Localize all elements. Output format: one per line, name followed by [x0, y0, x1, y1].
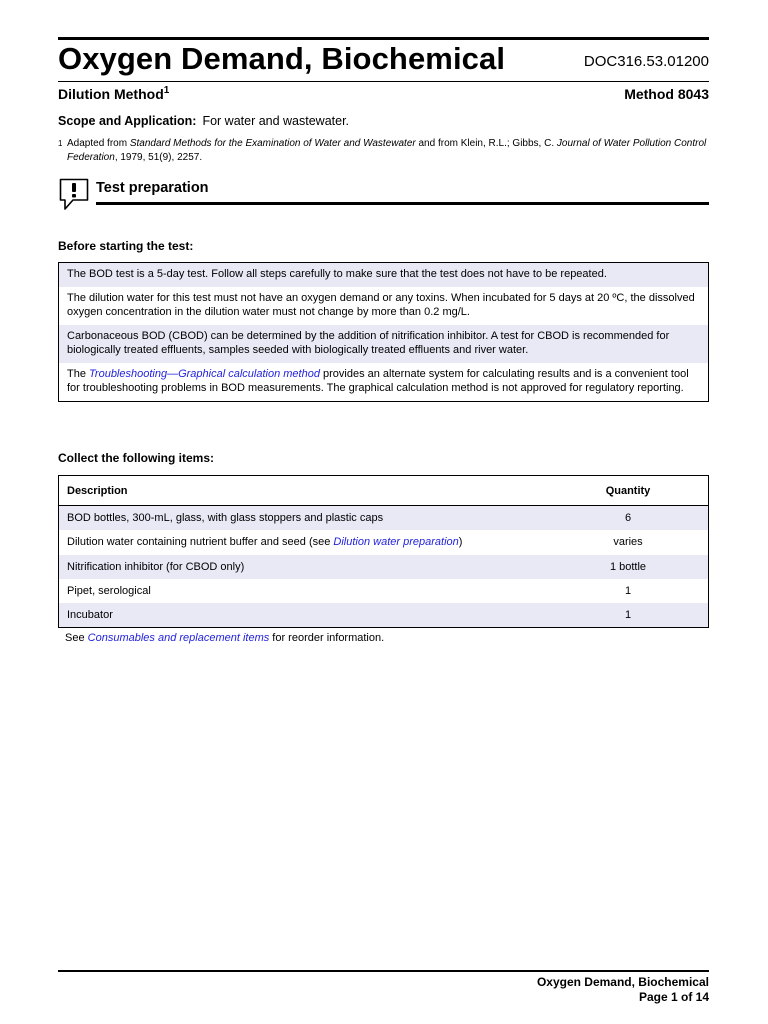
footnote-journal: Journal of Water Pollution Control Federation: [67, 138, 707, 163]
subtitle-text: Dilution Method: [58, 86, 164, 102]
document-page: [58, 0, 709, 1024]
item-quantity: 6: [548, 506, 709, 531]
table-header-row: [59, 476, 709, 506]
table-row: [59, 603, 709, 628]
item-description-suffix: ): [458, 536, 463, 549]
dilution-water-link[interactable]: Dilution water preparation: [333, 536, 459, 549]
items-table: [58, 475, 709, 628]
footnote-text: [67, 137, 709, 165]
item-description-prefix: Dilution water containing nutrient buffer and seed (see: [67, 536, 334, 549]
table-row: [59, 506, 709, 531]
title-rule: [58, 81, 709, 82]
section-title: Test preparation: [96, 180, 209, 196]
doc-number: DOC316.53.01200: [583, 53, 709, 70]
scope-label: Scope and Application:: [58, 114, 197, 128]
item-description: Pipet, serological: [67, 585, 151, 598]
note-prefix: The: [67, 367, 90, 380]
footnote-mark: 1: [58, 139, 63, 148]
item-quantity: 1: [624, 585, 632, 598]
item-quantity: 1 bottle: [548, 555, 709, 579]
section-rule: [96, 202, 709, 205]
footnote-reference: Standard Methods for the Examination of Water and Wastewater: [129, 138, 416, 149]
troubleshooting-link[interactable]: Troubleshooting—Graphical calculation method: [89, 367, 320, 380]
item-quantity: varies: [613, 536, 643, 549]
section-header: [58, 178, 709, 212]
scope-text: For water and wastewater.: [202, 114, 350, 128]
consumables-link[interactable]: Consumables and replacement items: [87, 632, 270, 644]
title-row: [58, 40, 709, 82]
footer-rule: [58, 970, 709, 972]
column-header-description: Description: [59, 476, 549, 506]
document-title: Oxygen Demand, Biochemical: [58, 41, 506, 76]
item-description: BOD bottles, 300-mL, glass, with glass stoppers and plastic caps: [59, 506, 549, 531]
footnote: [58, 137, 709, 165]
footnote-prefix: Adapted from: [67, 138, 130, 149]
table-row: [59, 579, 709, 603]
column-header-quantity: Quantity: [548, 476, 709, 506]
subtitle-row: [58, 86, 709, 106]
method-subtitle: [58, 86, 169, 102]
collect-items-label: Collect the following items:: [58, 451, 215, 465]
footer-title: Oxygen Demand, Biochemical: [536, 975, 709, 989]
footnote-suffix: , 1979, 51(9), 2257.: [114, 152, 203, 163]
reorder-note: [65, 632, 384, 644]
item-quantity: 1: [548, 603, 709, 628]
page-number: Page 1 of 14: [638, 990, 709, 1004]
table-row: [59, 555, 709, 579]
note-item: [59, 363, 708, 401]
subtitle-footnote-mark: 1: [163, 85, 170, 96]
note-suffix: provides an alternate system for calculating results and is a convenient tool for troubleshooting problems in BOD measurements. The graphical calculation method is not approved for regulatory reporting.: [67, 367, 689, 394]
scope-line: [58, 114, 349, 128]
item-description: Nitrification inhibitor (for CBOD only): [59, 555, 549, 579]
reorder-prefix: See: [65, 632, 88, 644]
item-description: [59, 530, 549, 554]
footnote-middle: and from Klein, R.L.; Gibbs, C.: [415, 138, 557, 149]
item-description: Incubator: [59, 603, 549, 628]
note-item: Carbonaceous BOD (CBOD) can be determined by the addition of nitrification inhibitor. A test for CBOD is recommended for biologically treated effluents, samples seeded with biologically treated effluents and river water.: [59, 325, 708, 363]
method-number: Method 8043: [624, 86, 709, 102]
before-test-label: Before starting the test:: [58, 239, 194, 253]
note-item: The BOD test is a 5-day test. Follow all steps carefully to make sure that the test does not have to be repeated.: [59, 263, 708, 287]
table-row: [59, 530, 709, 554]
note-item: The dilution water for this test must not have an oxygen demand or any toxins. When incubated for 5 days at 20 ºC, the dissolved oxygen concentration in the dilution water must not change by more than 0.2 mg/L.: [67, 291, 695, 318]
before-test-notes: [58, 262, 709, 402]
reorder-suffix: for reorder information.: [269, 632, 385, 644]
exclamation-speech-bubble-icon: [59, 178, 89, 212]
